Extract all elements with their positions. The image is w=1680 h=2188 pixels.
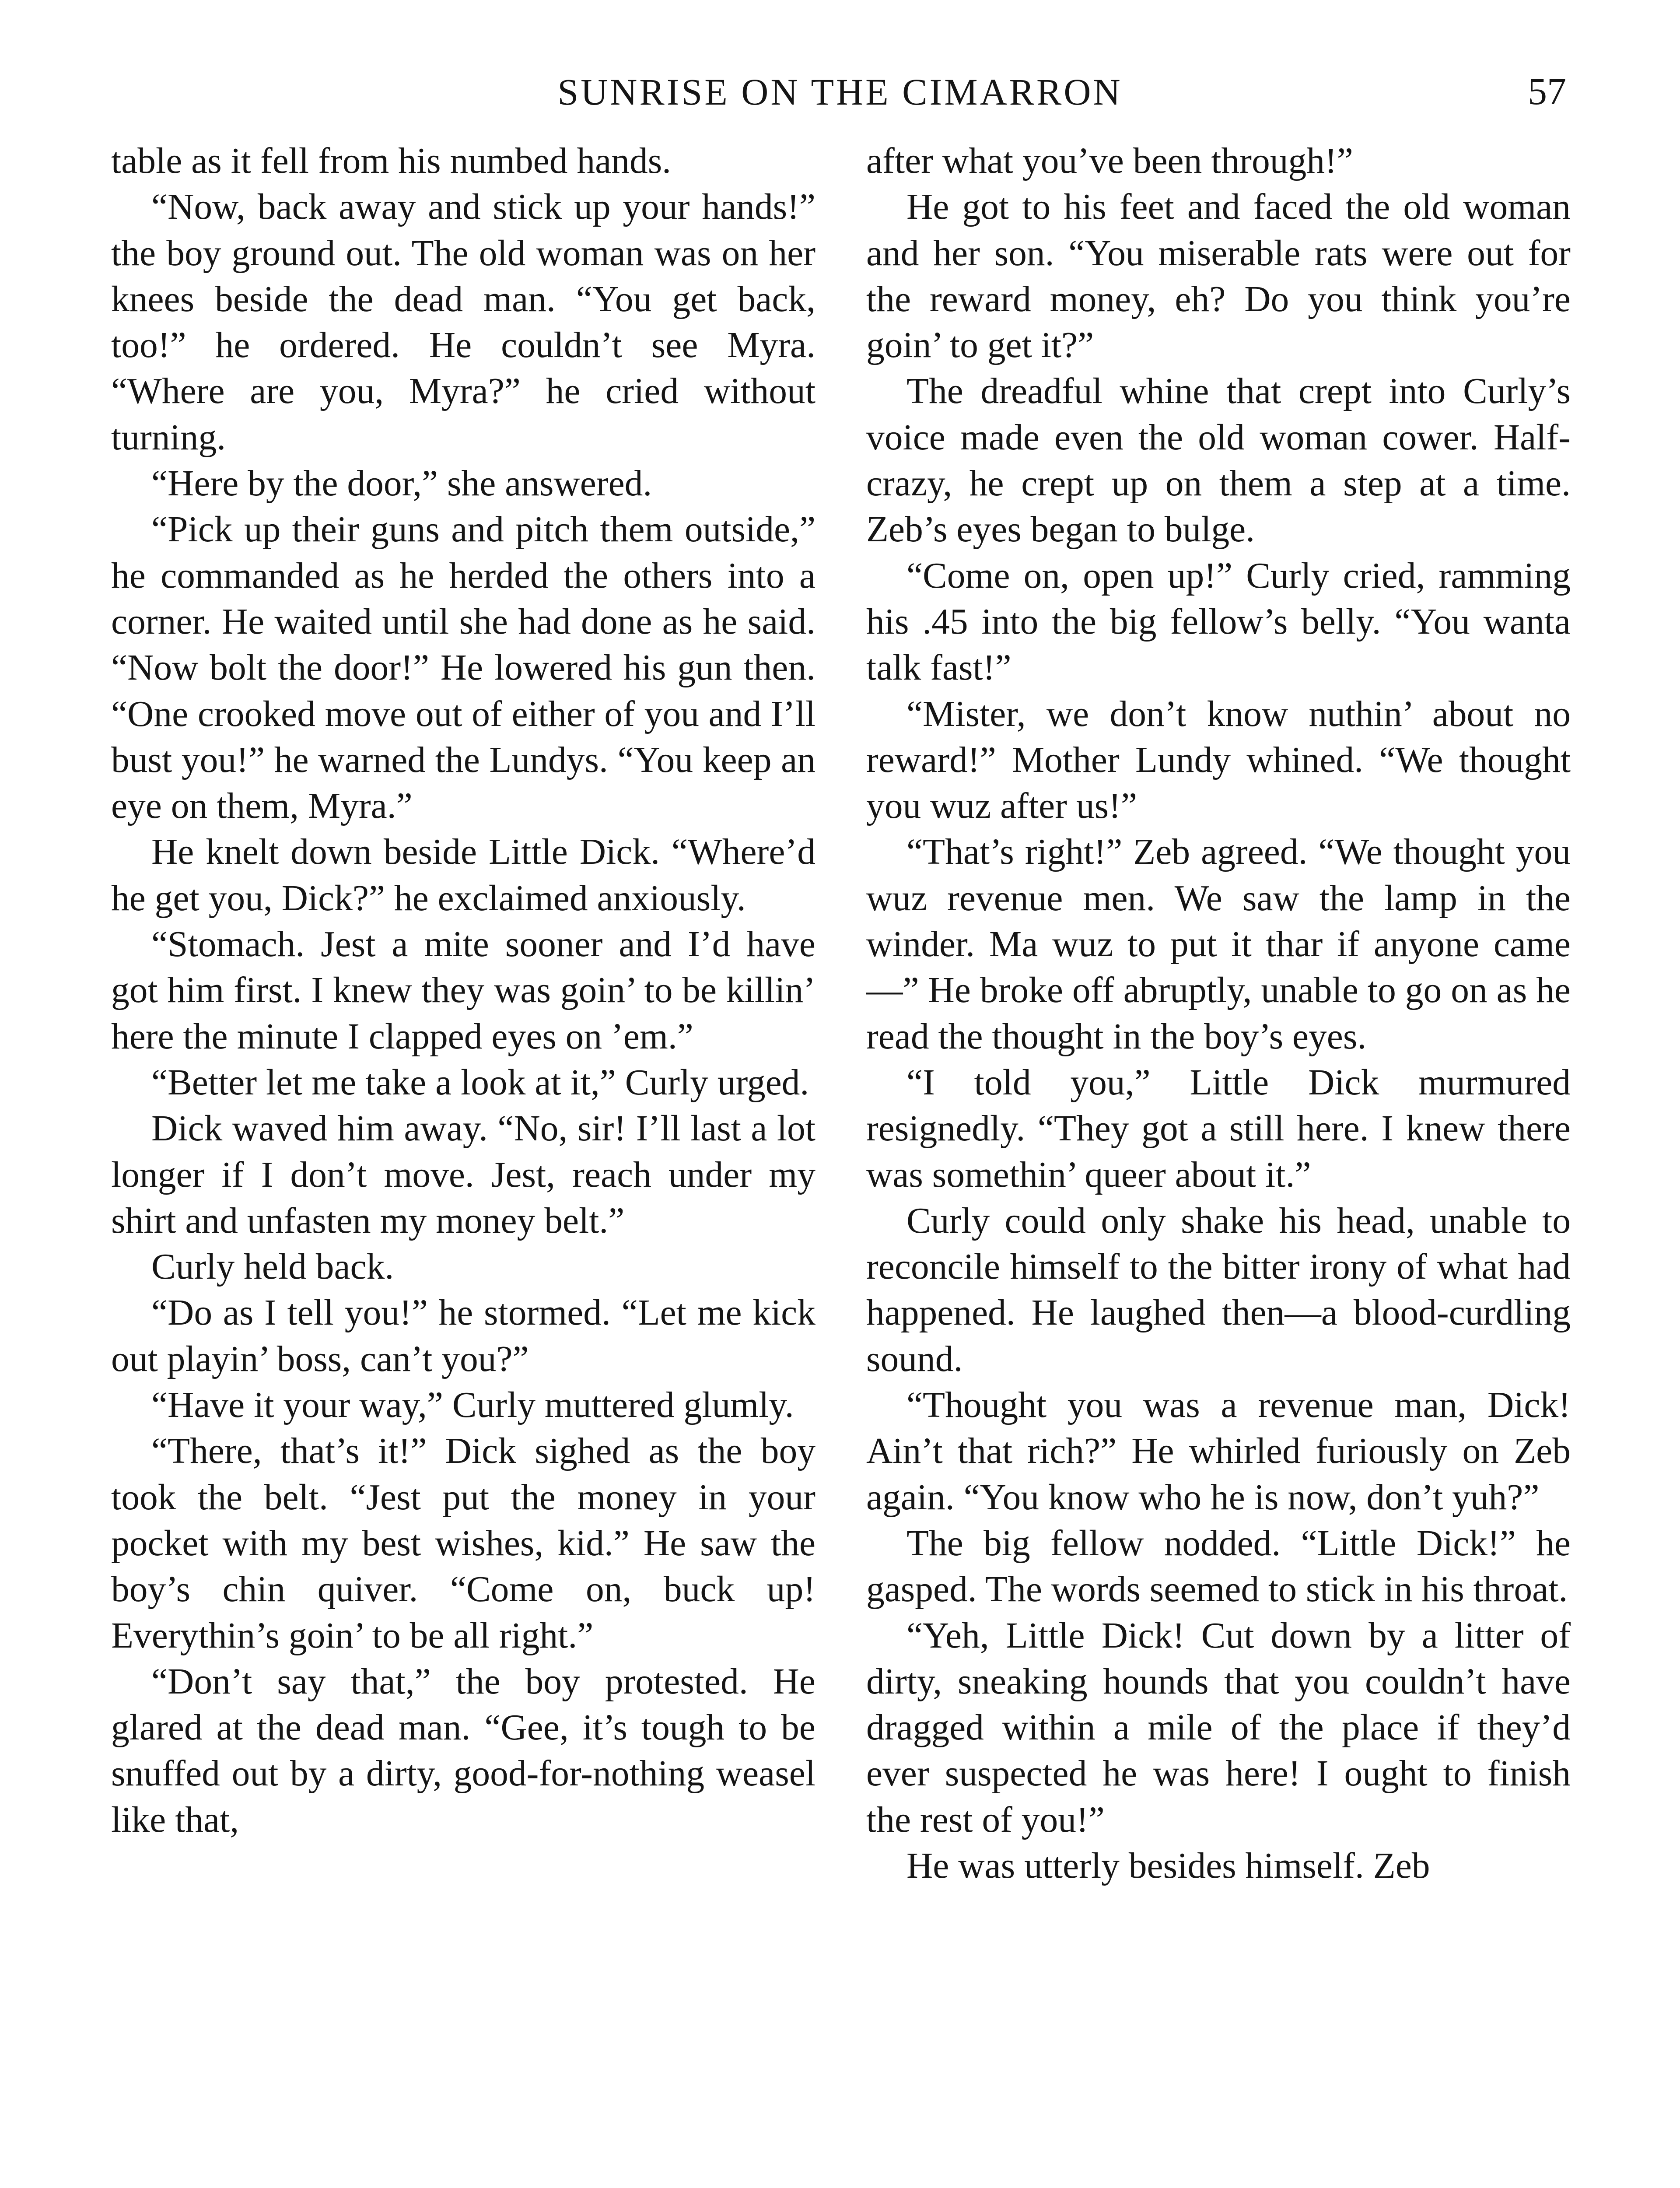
left-text-column — [111, 138, 816, 1843]
paragraph: “Thought you was a revenue man, Dick! Ain’t that rich?” He whirled furiously on Zeb again. “You know who he is now, don’t yuh?” — [866, 1385, 1571, 1518]
paragraph: “That’s right!” Zeb agreed. “We thought you wuz revenue men. We saw the lamp in the winder. Ma wuz to put it thar if anyone came—” He broke off abruptly, unable to go on as he read the thought in the boy’s eyes. — [866, 832, 1571, 1057]
right-text-column — [866, 138, 1571, 1889]
paragraph: “I told you,” Little Dick murmured resignedly. “They got a still here. I knew there was somethin’ queer about it.” — [866, 1062, 1571, 1195]
paragraph: “There, that’s it!” Dick sighed as the boy took the belt. “Jest put the money in your pocket with my best wishes, kid.” He saw the boy’s chin quiver. “Come on, buck up! Everythin’s goin’ to be all right.” — [111, 1431, 816, 1656]
paragraph: “Better let me take a look at it,” Curly urged. — [151, 1062, 809, 1103]
paragraph: Curly held back. — [151, 1247, 394, 1287]
paragraph: He was utterly besides himself. Zeb — [906, 1845, 1430, 1886]
paragraph: “Stomach. Jest a mite sooner and I’d have got him first. I knew they was goin’ to be killin’ here the minute I clapped eyes on ’em.” — [111, 924, 816, 1057]
paragraph: He got to his feet and faced the old woman and her son. “You miserable rats were out for the reward money, eh? Do you think you’re goin’ to get it?” — [866, 187, 1571, 366]
paragraph: Dick waved him away. “No, sir! I’ll last a lot longer if I don’t move. Jest, reach under my shirt and unfasten my money belt.” — [111, 1108, 816, 1241]
paragraph: “Do as I tell you!” he stormed. “Let me kick out playin’ boss, can’t you?” — [111, 1293, 816, 1379]
paragraph: The big fellow nodded. “Little Dick!” he gasped. The words seemed to stick in his throat. — [866, 1523, 1571, 1610]
paragraph: The dreadful whine that crept into Curly’s voice made even the old woman cower. Half-crazy, he crept up on them a step at a time. Zeb’s eyes began to bulge. — [866, 371, 1571, 550]
paragraph: “Don’t say that,” the boy protested. He glared at the dead man. “Gee, it’s tough to be snuffed out by a dirty, good-for-nothing weasel like that, — [111, 1661, 816, 1840]
paragraph: after what you’ve been through!” — [866, 141, 1353, 181]
running-title: SUNRISE ON THE CIMARRON — [557, 71, 1123, 113]
paragraph: Curly could only shake his head, unable to reconcile himself to the bitter irony of what had happened. He laughed then—a blood-curdling sound. — [866, 1200, 1571, 1379]
page-number: 57 — [1528, 70, 1566, 113]
paragraph: “Mister, we don’t know nuthin’ about no reward!” Mother Lundy whined. “We thought you wuz after us!” — [866, 694, 1571, 827]
paragraph: “Now, back away and stick up your hands!” the boy ground out. The old woman was on her knees beside the dead man. “You get back, too!” he ordered. He couldn’t see Myra. “Where are you, Myra?” he cried without turning. — [111, 187, 816, 458]
paragraph: He knelt down beside Little Dick. “Where’d he get you, Dick?” he exclaimed anxiously. — [111, 832, 816, 919]
paragraph: “Come on, open up!” Curly cried, ramming his .45 into the big fellow’s belly. “You wanta talk fast!” — [866, 555, 1571, 688]
paragraph: “Here by the door,” she answered. — [151, 463, 652, 504]
page-header — [0, 66, 1680, 118]
paragraph: “Have it your way,” Curly muttered glumly. — [151, 1385, 794, 1426]
paragraph: “Yeh, Little Dick! Cut down by a litter of dirty, sneaking hounds that you couldn’t have dragged within a mile of the place if they’d ever suspected he was here! I ought to finish the rest of you!” — [866, 1615, 1571, 1840]
paragraph: “Pick up their guns and pitch them outside,” he commanded as he herded the others into a corner. He waited until she had done as he said. “Now bolt the door!” He lowered his gun then. “One crooked move out of either of you and I’ll bust you!” he warned the Lundys. “You keep an eye on them, Myra.” — [111, 509, 816, 827]
paragraph: table as it fell from his numbed hands. — [111, 141, 672, 181]
